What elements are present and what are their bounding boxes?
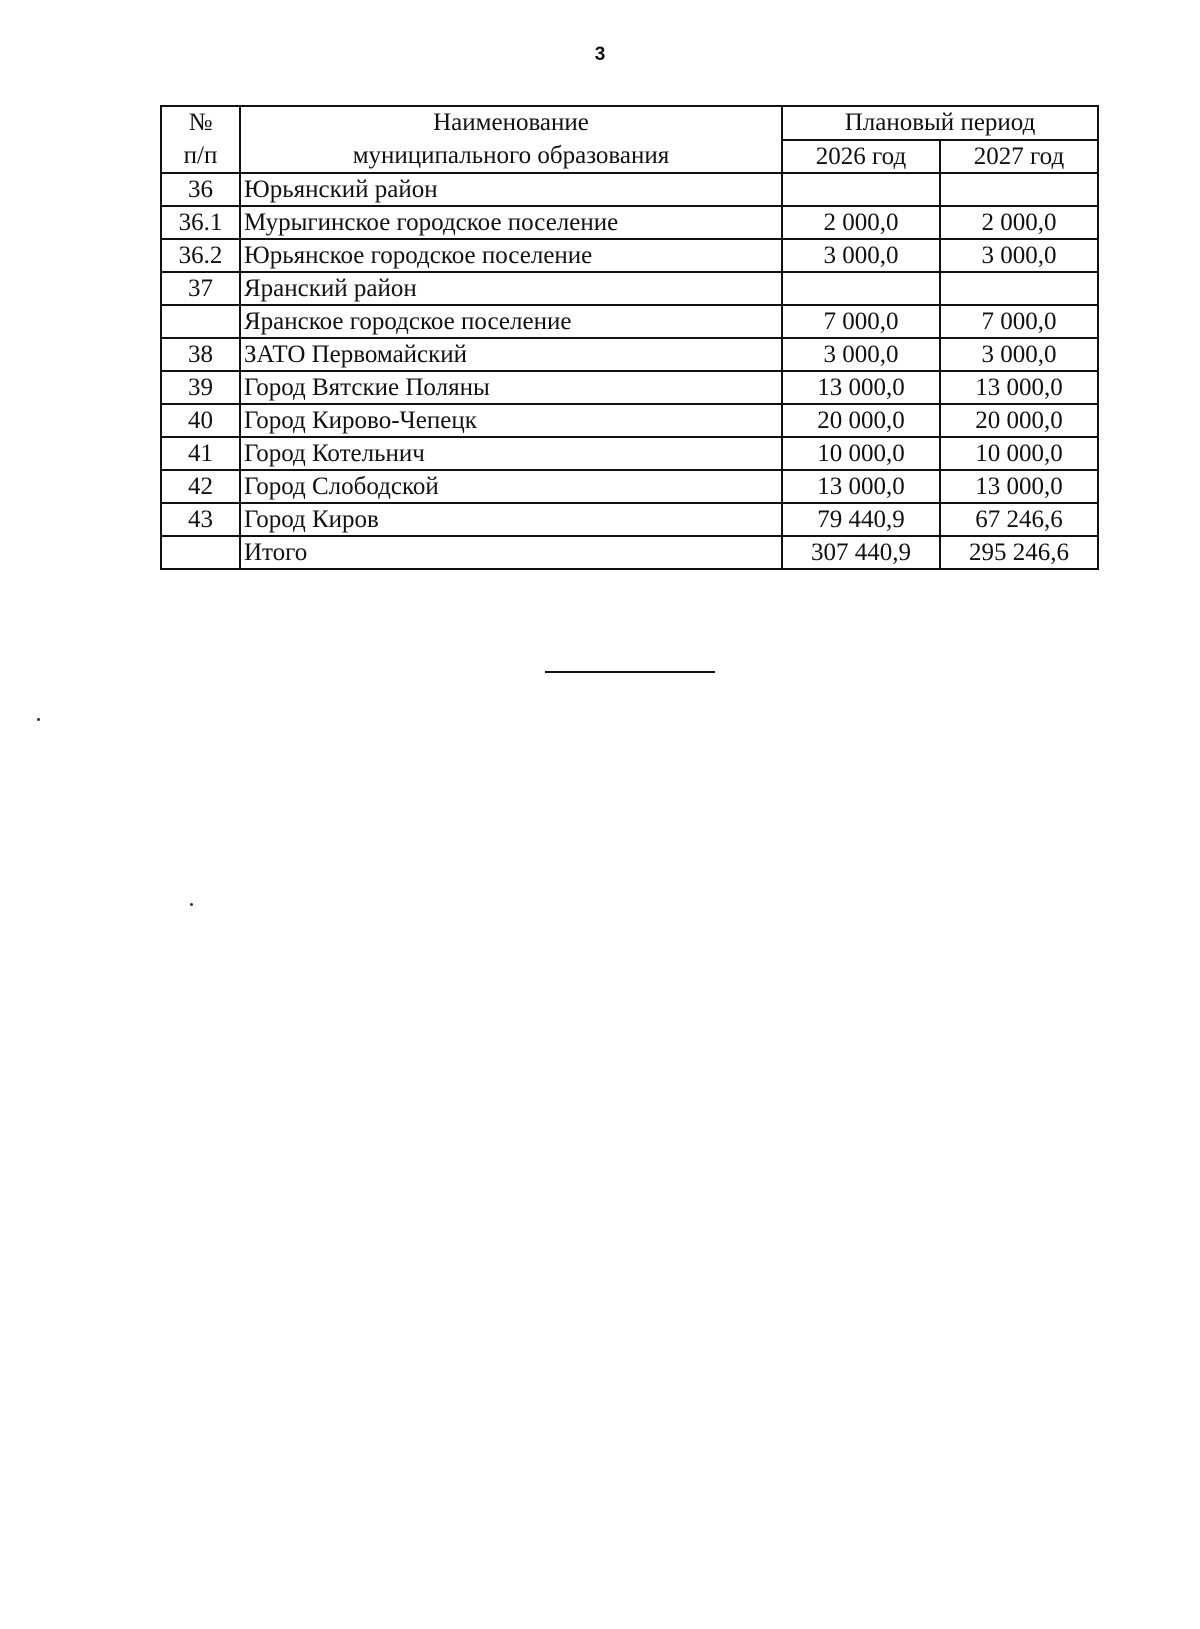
table-row xyxy=(161,239,1098,272)
table-row xyxy=(161,503,1098,536)
row-value-2027: 2 000,0 xyxy=(940,206,1098,239)
row-value-2027: 13 000,0 xyxy=(940,371,1098,404)
allocation-table xyxy=(160,105,1099,570)
row-name: Яранский район xyxy=(240,272,782,305)
header-row xyxy=(161,106,1098,140)
row-value-2026: 3 000,0 xyxy=(782,338,940,371)
table-row xyxy=(161,305,1098,338)
row-number: 41 xyxy=(161,437,240,470)
page-number: 3 xyxy=(594,44,606,65)
header-name-line2: муниципального образования xyxy=(352,141,670,169)
table-row xyxy=(161,338,1098,371)
row-name: Итого xyxy=(240,536,782,569)
table-row xyxy=(161,470,1098,503)
header-number-sign: № xyxy=(188,109,213,136)
table-row xyxy=(161,206,1098,239)
row-name: Город Котельнич xyxy=(240,437,782,470)
header-number xyxy=(161,106,240,173)
row-name: Город Кирово-Чепецк xyxy=(240,404,782,437)
end-separator-line xyxy=(545,671,715,673)
header-number-sub: п/п xyxy=(183,141,218,169)
row-name: Мурыгинское городское поселение xyxy=(240,206,782,239)
row-number: 36 xyxy=(161,173,240,206)
row-value-2027 xyxy=(940,173,1098,206)
row-value-2027: 67 246,6 xyxy=(940,503,1098,536)
row-number: 38 xyxy=(161,338,240,371)
row-value-2027: 3 000,0 xyxy=(940,239,1098,272)
row-value-2026: 7 000,0 xyxy=(782,305,940,338)
table-row xyxy=(161,173,1098,206)
row-name: Яранское городское поселение xyxy=(240,305,782,338)
row-value-2027: 7 000,0 xyxy=(940,305,1098,338)
row-number xyxy=(161,536,240,569)
row-value-2026 xyxy=(782,272,940,305)
row-value-2026 xyxy=(782,173,940,206)
row-value-2026: 20 000,0 xyxy=(782,404,940,437)
scan-speck xyxy=(37,718,40,721)
row-value-2026: 13 000,0 xyxy=(782,371,940,404)
table-row xyxy=(161,371,1098,404)
row-number: 40 xyxy=(161,404,240,437)
row-number: 43 xyxy=(161,503,240,536)
row-value-2026: 2 000,0 xyxy=(782,206,940,239)
header-year-2026: 2026 год xyxy=(782,140,940,174)
table-body xyxy=(161,106,1098,569)
row-number: 36.2 xyxy=(161,239,240,272)
row-name: Город Киров xyxy=(240,503,782,536)
scan-speck xyxy=(190,903,193,906)
header-year-2027: 2027 год xyxy=(940,140,1098,174)
row-value-2026: 307 440,9 xyxy=(782,536,940,569)
row-value-2026: 10 000,0 xyxy=(782,437,940,470)
row-value-2026: 13 000,0 xyxy=(782,470,940,503)
row-number xyxy=(161,305,240,338)
row-value-2027: 3 000,0 xyxy=(940,338,1098,371)
row-value-2027 xyxy=(940,272,1098,305)
row-value-2027: 20 000,0 xyxy=(940,404,1098,437)
row-value-2026: 79 440,9 xyxy=(782,503,940,536)
row-number: 42 xyxy=(161,470,240,503)
row-name: Юрьянское городское поселение xyxy=(240,239,782,272)
row-value-2027: 295 246,6 xyxy=(940,536,1098,569)
row-value-2027: 10 000,0 xyxy=(940,437,1098,470)
row-name: Юрьянский район xyxy=(240,173,782,206)
row-value-2026: 3 000,0 xyxy=(782,239,940,272)
row-number: 37 xyxy=(161,272,240,305)
row-number: 39 xyxy=(161,371,240,404)
row-name: ЗАТО Первомайский xyxy=(240,338,782,371)
row-number: 36.1 xyxy=(161,206,240,239)
table-row xyxy=(161,272,1098,305)
row-name: Город Слободской xyxy=(240,470,782,503)
header-period: Плановый период xyxy=(782,106,1098,140)
header-name-line1: Наименование xyxy=(433,109,589,136)
row-value-2027: 13 000,0 xyxy=(940,470,1098,503)
table-row xyxy=(161,536,1098,569)
row-name: Город Вятские Поляны xyxy=(240,371,782,404)
table-row xyxy=(161,437,1098,470)
table-row xyxy=(161,404,1098,437)
header-name xyxy=(240,106,782,173)
